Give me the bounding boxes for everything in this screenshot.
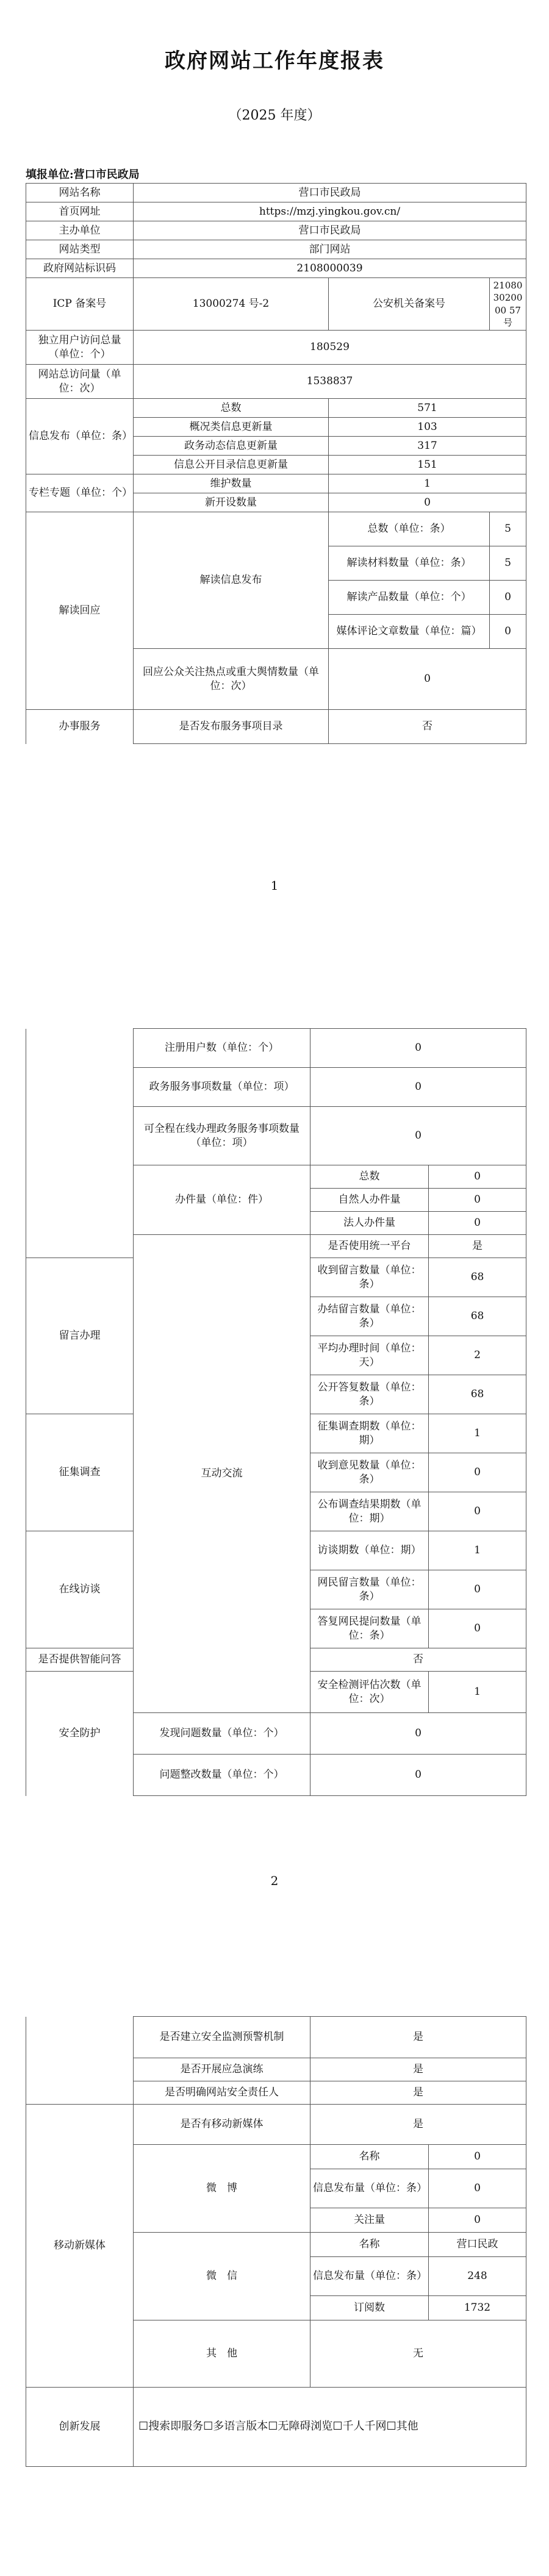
interaction-label: 互动交流 [134, 1235, 310, 1713]
has-mobile-value: 是 [310, 2105, 526, 2145]
msg-done-value: 68 [429, 1297, 526, 1336]
message-handling-label: 留言办理 [26, 1258, 134, 1414]
security-found-label: 发现问题数量（单位：个） [134, 1713, 310, 1755]
interpret-material-value: 5 [490, 546, 526, 581]
msg-public-label: 公开答复数量（单位：条） [310, 1375, 429, 1414]
interview-reply-value: 0 [429, 1609, 526, 1648]
report-title: 政府网站工作年度报表 [165, 49, 384, 73]
site-type-value: 部门网站 [134, 240, 526, 259]
report-table-page-2 [26, 1028, 526, 1796]
security-label: 安全防护 [26, 1672, 134, 1796]
service-items-label: 政务服务事项数量（单位：项） [134, 1068, 310, 1107]
icp-label: ICP 备案号 [26, 278, 134, 331]
wechat-label: 微 信 [134, 2233, 310, 2320]
natural-person-value: 0 [429, 1189, 526, 1212]
survey-result-label: 公布调查结果期数（单位：期） [310, 1492, 429, 1531]
registered-users-value: 0 [310, 1029, 526, 1068]
site-type-label: 网站类型 [26, 240, 134, 259]
weibo-follow-label: 关注量 [310, 2208, 429, 2233]
unified-platform-value: 是 [429, 1235, 526, 1258]
report-year: （2025 年度） [228, 108, 321, 123]
wechat-subscribe-value: 1732 [429, 2296, 526, 2320]
legal-person-label: 法人办件量 [310, 1212, 429, 1235]
interpret-product-value: 0 [490, 581, 526, 615]
msg-done-label: 办结留言数量（单位：条） [310, 1297, 429, 1336]
page-number-2: 2 [270, 1873, 279, 1888]
survey-opinions-value: 0 [429, 1453, 526, 1492]
msg-received-value: 68 [429, 1258, 526, 1297]
site-code-label: 政府网站标识码 [26, 259, 134, 278]
sponsor-value: 营口市民政局 [134, 221, 526, 240]
msg-public-value: 68 [429, 1375, 526, 1414]
info-open-value: 151 [329, 456, 526, 474]
column-new-label: 新开设数量 [134, 493, 329, 512]
mobile-media-label: 移动新媒体 [26, 2105, 134, 2388]
weibo-name-value: 0 [429, 2145, 526, 2169]
unique-visitors-label: 独立用户访问总量（单位：个） [26, 331, 134, 365]
service-items-value: 0 [310, 1068, 526, 1107]
interview-reply-label: 答复网民提问数量（单位：条） [310, 1609, 429, 1648]
police-record-value: 210803020000 57 号 [490, 278, 526, 331]
interpret-total-value: 5 [490, 512, 526, 546]
interpret-media-value: 0 [490, 615, 526, 649]
interview-count-label: 访谈期数（单位：期） [310, 1531, 429, 1570]
registered-users-label: 注册用户数（单位：个） [134, 1029, 310, 1068]
interpret-publish-label: 解读信息发布 [134, 512, 329, 649]
interpret-response-label: 回应公众关注热点或重大舆情数量（单位：次） [134, 649, 329, 710]
responsible-person-value: 是 [310, 2081, 526, 2105]
wechat-publish-label: 信息发布量（单位：条） [310, 2257, 429, 2296]
page-views-label: 网站总访问量（单位：次） [26, 365, 134, 399]
home-url-label: 首页网址 [26, 202, 134, 221]
interpret-media-label: 媒体评论文章数量（单位：篇） [329, 615, 490, 649]
innovation-options: ☐搜索即服务☐多语言版本☐无障碍浏览☐千人千网☐其他 [134, 2388, 526, 2467]
security-fixed-value: 0 [310, 1755, 526, 1796]
sponsor-label: 主办单位 [26, 221, 134, 240]
interview-msg-label: 网民留言数量（单位：条） [310, 1570, 429, 1609]
weibo-follow-value: 0 [429, 2208, 526, 2233]
report-table-page-1 [26, 183, 526, 744]
security-found-value: 0 [310, 1713, 526, 1755]
interpret-label: 解读回应 [26, 512, 134, 710]
home-url-value[interactable]: https://mzj.yingkou.gov.cn/ [134, 202, 526, 221]
page-views-value: 1538837 [134, 365, 526, 399]
info-overview-value: 103 [329, 418, 526, 437]
service-catalog-value: 否 [329, 710, 526, 744]
weibo-publish-value: 0 [429, 2169, 526, 2208]
weibo-name-label: 名称 [310, 2145, 429, 2169]
interpret-total-label: 总数（单位：条） [329, 512, 490, 546]
other-media-value: 无 [310, 2320, 526, 2388]
info-total-value: 571 [329, 399, 526, 418]
info-dynamic-label: 政务动态信息更新量 [134, 437, 329, 456]
service-continued-cell [26, 1029, 134, 1258]
interpret-material-label: 解读材料数量（单位：条） [329, 546, 490, 581]
msg-days-value: 2 [429, 1336, 526, 1375]
info-open-label: 信息公开目录信息更新量 [134, 456, 329, 474]
drill-value: 是 [310, 2058, 526, 2081]
smart-qa-label: 是否提供智能问答 [26, 1648, 134, 1672]
page-number-1: 1 [270, 878, 279, 893]
weibo-publish-label: 信息发布量（单位：条） [310, 2169, 429, 2208]
survey-label: 征集调查 [26, 1414, 134, 1531]
interpret-product-label: 解读产品数量（单位：个） [329, 581, 490, 615]
site-code-value: 2108000039 [134, 259, 526, 278]
report-table-page-3 [26, 2016, 526, 2467]
security-eval-label: 安全检测评估次数（单位：次） [310, 1672, 429, 1713]
service-label: 办事服务 [26, 710, 134, 744]
column-label: 专栏专题（单位：个） [26, 474, 134, 512]
site-name-value: 营口市民政局 [134, 184, 526, 202]
wechat-publish-value: 248 [429, 2257, 526, 2296]
survey-count-label: 征集调查期数（单位：期） [310, 1414, 429, 1453]
monitor-value: 是 [310, 2017, 526, 2058]
interpret-response-value: 0 [329, 649, 526, 710]
info-publish-label: 信息发布（单位：条） [26, 399, 134, 474]
responsible-person-label: 是否明确网站安全责任人 [134, 2081, 310, 2105]
column-new-value: 0 [329, 493, 526, 512]
smart-qa-value: 否 [310, 1648, 526, 1672]
online-items-value: 0 [310, 1107, 526, 1165]
weibo-label: 微 博 [134, 2145, 310, 2233]
info-dynamic-value: 317 [329, 437, 526, 456]
security-fixed-label: 问题整改数量（单位：个） [134, 1755, 310, 1796]
innovation-label: 创新发展 [26, 2388, 134, 2467]
service-catalog-label: 是否发布服务事项目录 [134, 710, 329, 744]
unique-visitors-value: 180529 [134, 331, 526, 365]
msg-days-label: 平均办理时间（单位：天） [310, 1336, 429, 1375]
security-continued-cell [26, 2017, 134, 2105]
survey-result-value: 0 [429, 1492, 526, 1531]
unified-platform-label: 是否使用统一平台 [310, 1235, 429, 1258]
column-maintain-label: 维护数量 [134, 474, 329, 493]
legal-person-value: 0 [429, 1212, 526, 1235]
info-overview-label: 概况类信息更新量 [134, 418, 329, 437]
has-mobile-label: 是否有移动新媒体 [134, 2105, 310, 2145]
handle-count-label: 办件量（单位：件） [134, 1165, 310, 1235]
column-maintain-value: 1 [329, 474, 526, 493]
other-media-label: 其 他 [134, 2320, 310, 2388]
security-eval-value: 1 [429, 1672, 526, 1713]
wechat-name-value: 营口民政 [429, 2233, 526, 2257]
interview-label: 在线访谈 [26, 1531, 134, 1648]
info-total-label: 总数 [134, 399, 329, 418]
natural-person-label: 自然人办件量 [310, 1189, 429, 1212]
monitor-label: 是否建立安全监测预警机制 [134, 2017, 310, 2058]
interview-count-value: 1 [429, 1531, 526, 1570]
reporting-unit: 填报单位:营口市民政局 [26, 168, 140, 181]
icp-value: 13000274 号-2 [134, 278, 329, 331]
interview-msg-value: 0 [429, 1570, 526, 1609]
online-items-label: 可全程在线办理政务服务事项数量（单位：项） [134, 1107, 310, 1165]
police-record-label: 公安机关备案号 [329, 278, 490, 331]
survey-opinions-label: 收到意见数量（单位：条） [310, 1453, 429, 1492]
msg-received-label: 收到留言数量（单位：条） [310, 1258, 429, 1297]
site-name-label: 网站名称 [26, 184, 134, 202]
handle-total-label: 总数 [310, 1165, 429, 1189]
handle-total-value: 0 [429, 1165, 526, 1189]
survey-count-value: 1 [429, 1414, 526, 1453]
wechat-name-label: 名称 [310, 2233, 429, 2257]
wechat-subscribe-label: 订阅数 [310, 2296, 429, 2320]
drill-label: 是否开展应急演练 [134, 2058, 310, 2081]
